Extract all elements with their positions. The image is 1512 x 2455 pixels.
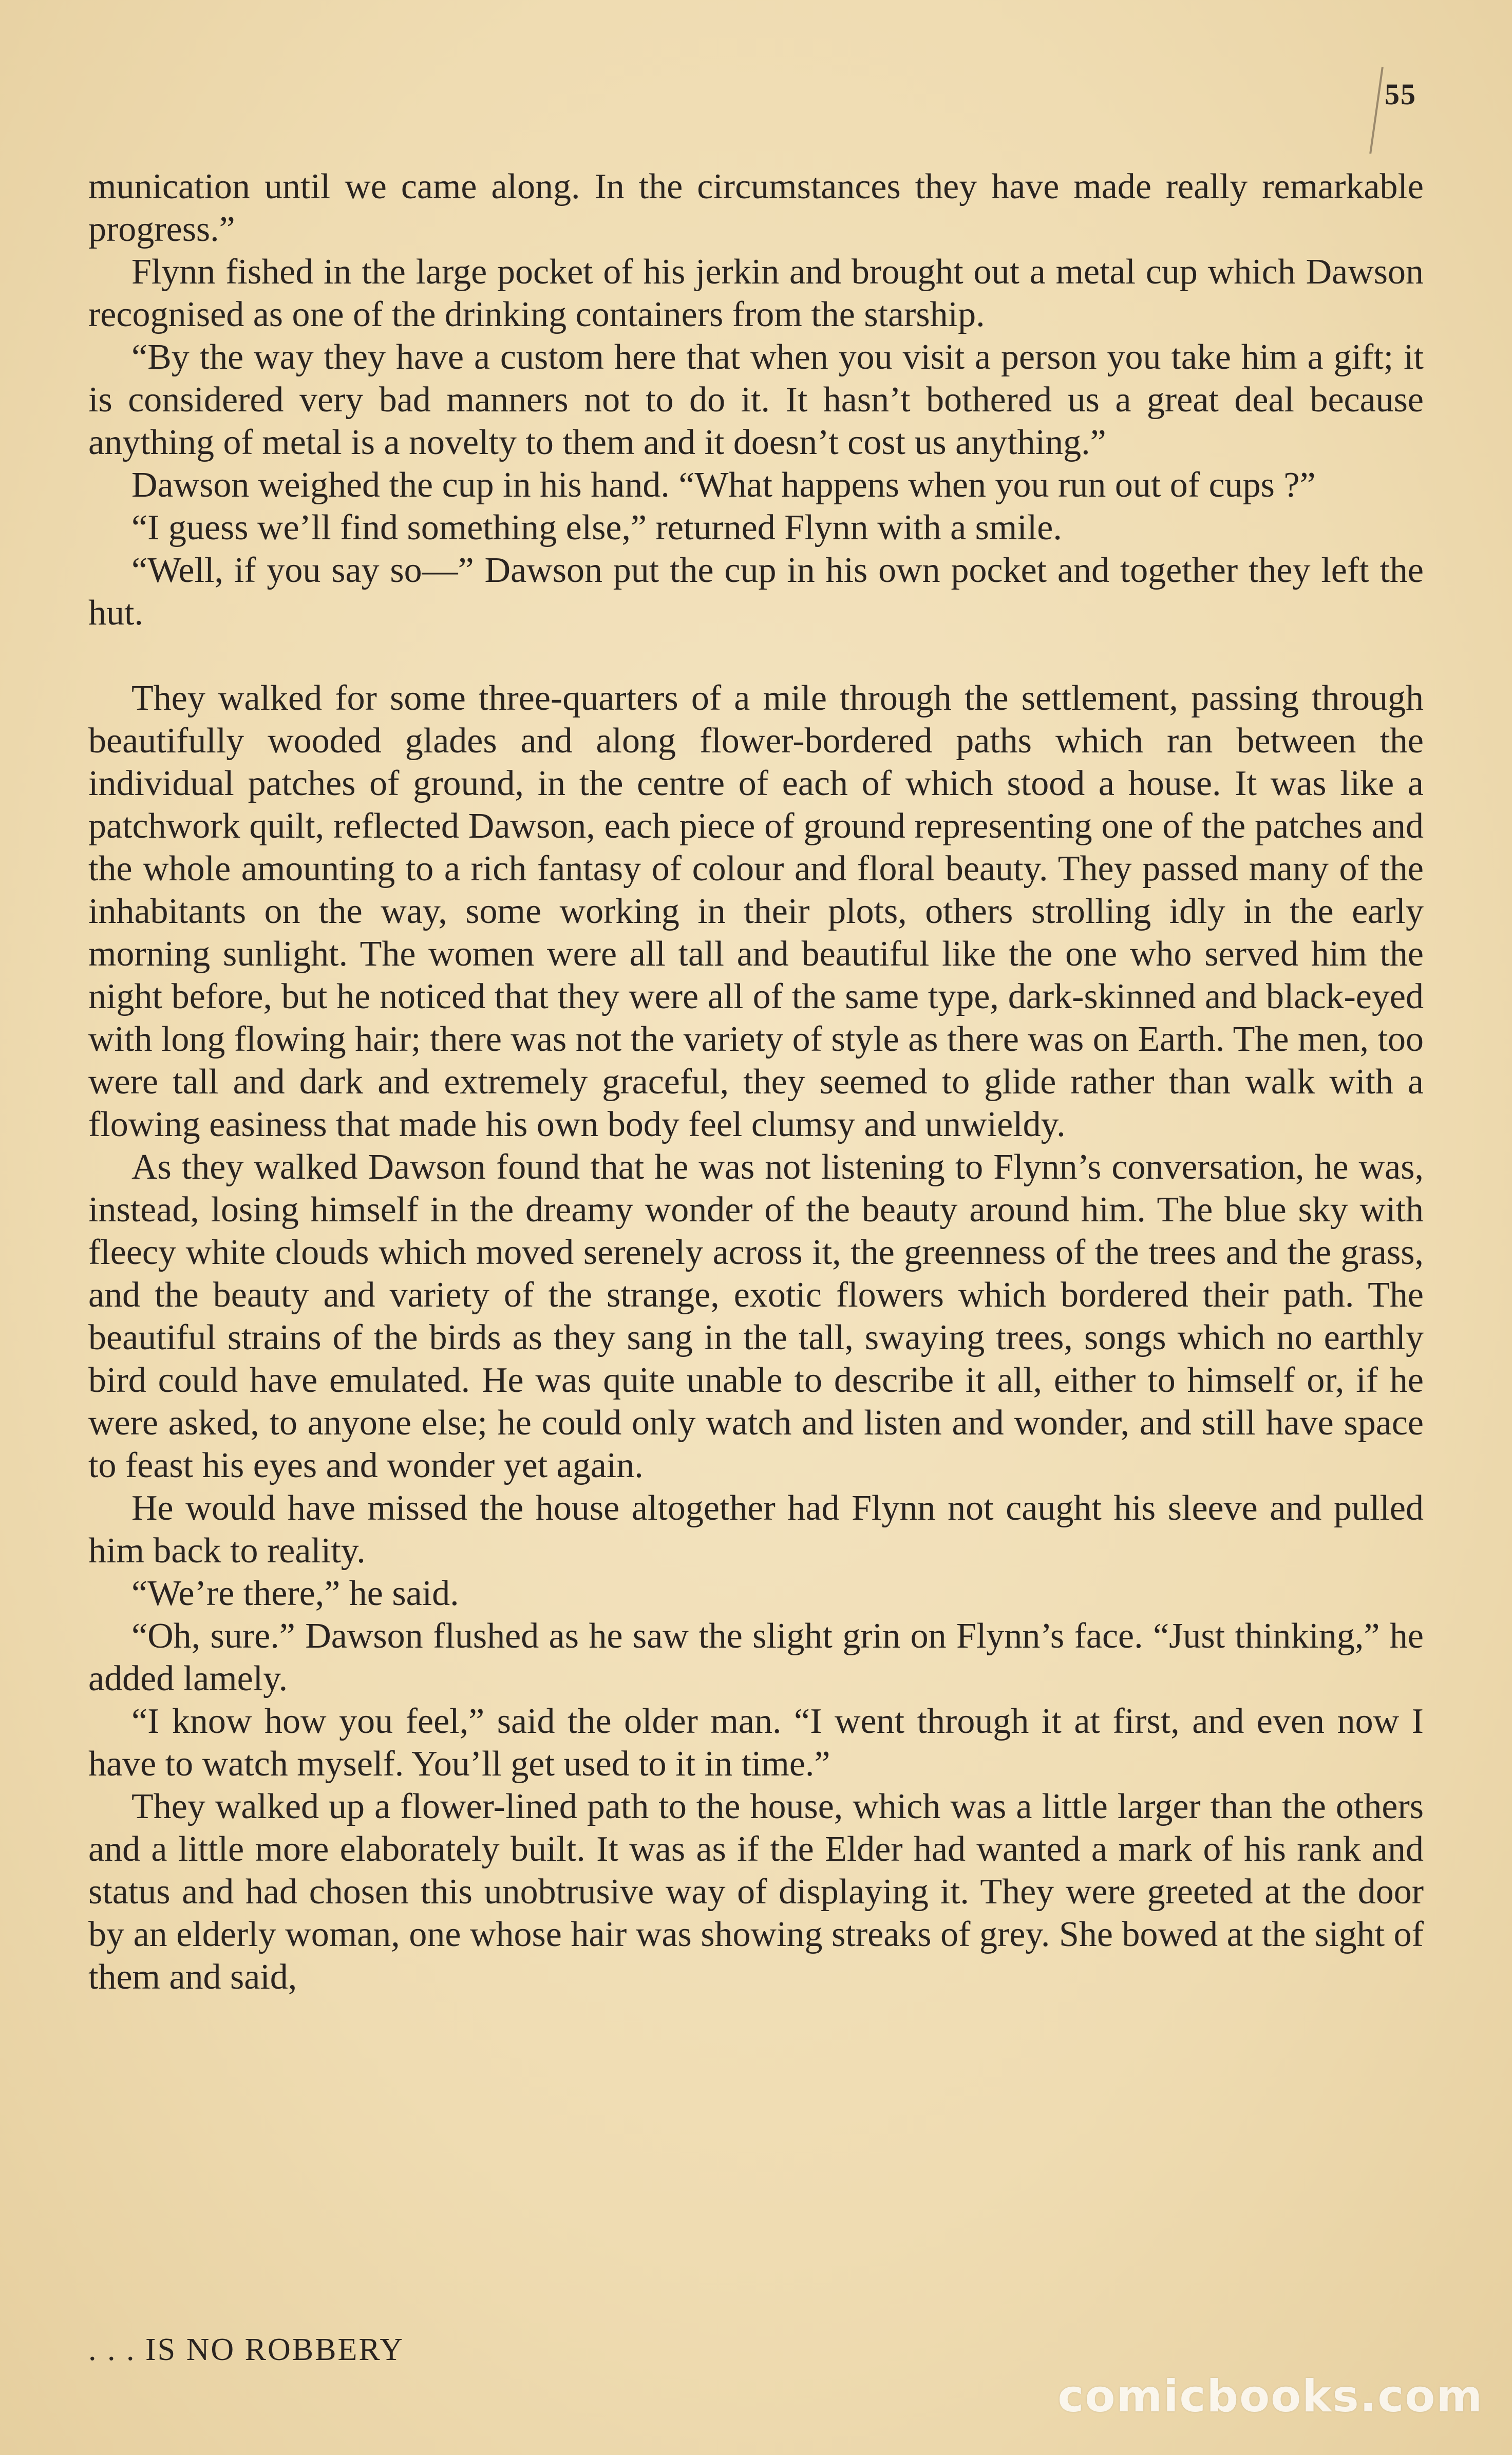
running-footer: . . . IS NO ROBBERY [88, 2332, 405, 2367]
paragraph: munication until we came along. In the circumstances they have made really remarkable progress.” [88, 167, 1424, 249]
paragraph: They walked for some three-quarters of a mile through the settlement, passing through beautifully wooded glades and along flower-bordered paths which ran between the individual patches of ground, in the centre of each of which stood a house. It was like a patchwork quilt, reflected Dawson, each piece of ground representing one of the patches and the whole amounting to a rich fantasy of colour and floral beauty. They passed many of the inhabitants on the way, some working in their plots, others strolling idly in the early morning sunlight. The women were all tall and beautiful like the one who served him the night before, but he noticed that they were all of the same type, dark-skinned and black-eyed with long flowing hair; there was not the variety of style as there was on Earth. The men, too were tall and dark and extremely graceful, they seemed to glide rather than walk with a flowing easiness that made his own body feel clumsy and unwieldy. [88, 678, 1424, 1144]
body-text [88, 165, 1424, 1998]
paragraph: “We’re there,” he said. [131, 1574, 459, 1613]
watermark: comicbooks.com [1057, 2371, 1483, 2422]
paragraph: As they walked Dawson found that he was not listening to Flynn’s conversation, he was, instead, losing himself in the dreamy wonder of the beauty around him. The blue sky with fleecy white clouds which moved serenely across it, the greenness of the trees and the grass, and the beauty and variety of the strange, exotic flowers which bordered their path. The beautiful strains of the birds as they sang in the tall, swaying trees, songs which no earthly bird could have emulated. He was quite unable to describe it all, either to himself or, if he were asked, to anyone else; he could only watch and listen and wonder, and still have space to feast his eyes and wonder yet again. [88, 1147, 1424, 1485]
paragraph: “Oh, sure.” Dawson flushed as he saw the slight grin on Flynn’s face. “Just thinking,” he added lamely. [88, 1616, 1424, 1698]
paragraph: Flynn fished in the large pocket of his jerkin and brought out a metal cup which Dawson recognised as one of the drinking containers from the starship. [88, 252, 1424, 334]
paragraph: Dawson weighed the cup in his hand. “What happens when you run out of cups ?” [131, 465, 1316, 505]
paragraph: They walked up a flower-lined path to the house, which was a little larger than the others and a little more elaborately built. It was as if the Elder had wanted a mark of his rank and status and had chosen this unobtrusive way of displaying it. They were greeted at the door by an elderly woman, one whose hair was showing streaks of grey. She bowed at the sight of them and said, [88, 1787, 1424, 1997]
paragraph: He would have missed the house altogether had Flynn not caught his sleeve and pulled him back to reality. [88, 1488, 1424, 1571]
page-number: 55 [1385, 78, 1416, 111]
paragraph: “I guess we’ll find something else,” returned Flynn with a smile. [131, 508, 1062, 547]
paragraph: “I know how you feel,” said the older man. “I went through it at first, and even now I have to watch myself. You’ll get used to it in time.” [88, 1702, 1424, 1784]
paragraph: “By the way they have a custom here that when you visit a person you take him a gift; it is considered very bad manners not to do it. It hasn’t bothered us a great deal because anything of metal is a novelty to them and it doesn’t cost us anything.” [88, 337, 1424, 462]
paragraph: “Well, if you say so—” Dawson put the cup in his own pocket and together they left the hut. [88, 551, 1424, 633]
